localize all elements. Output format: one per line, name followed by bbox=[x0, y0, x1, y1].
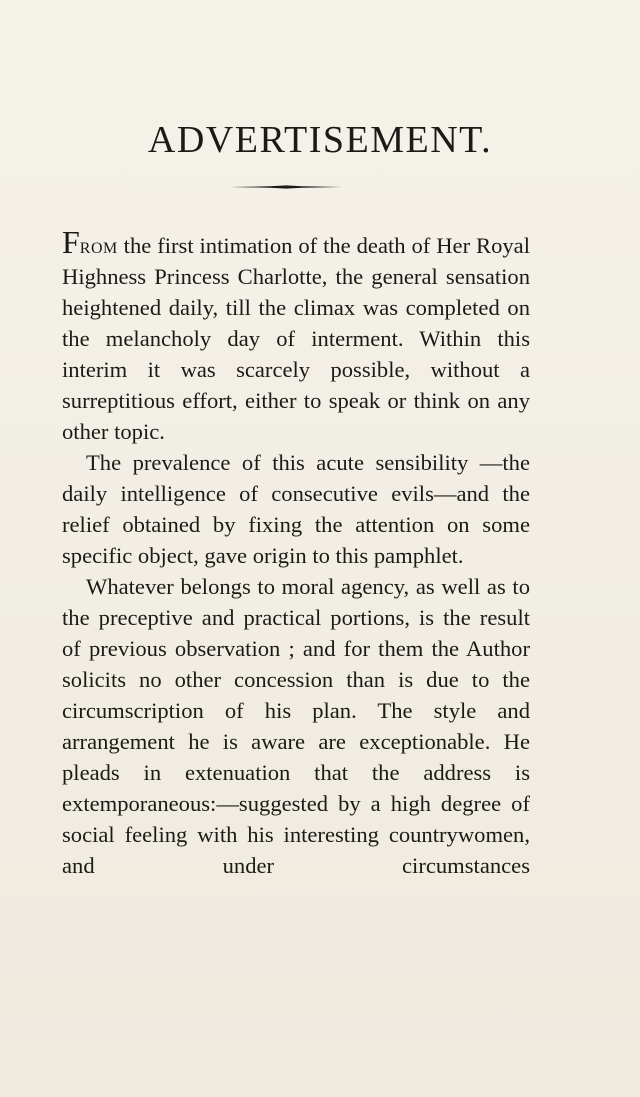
body-text bbox=[62, 224, 530, 881]
ornamental-rule bbox=[230, 185, 342, 189]
page-title: ADVERTISEMENT. bbox=[147, 119, 493, 161]
small-caps-word: rom bbox=[79, 233, 118, 258]
drop-cap: F bbox=[62, 224, 80, 260]
paragraph-1 bbox=[62, 224, 530, 447]
paragraph-2: The prevalence of this acute sensibility —the daily intelligence of consecutive evils—and the relief obtained by fixing the attention on some specific object, gave origin to this pamphlet. bbox=[62, 450, 530, 568]
paragraph-1-text: the first intimation of the death of Her Royal Highness Princess Charlotte, the general sensation heightened daily, till the climax was completed on the melancholy day of interment. Within this interim it was scarcely possible, without a surreptitious effort, either to speak or think on any other topic. bbox=[62, 233, 530, 444]
paragraph-3: Whatever belongs to moral agency, as well as to the preceptive and practical portions, is the result of previous observation ; and for them the Author solicits no other concession than is due to the circumscription of his plan. The style and arrangement he is aware are exceptionable. He pleads in extenuation that the address is extemporaneous:—suggested by a high degree of social feeling with his interesting countrywomen, and under circumstances bbox=[62, 574, 530, 878]
